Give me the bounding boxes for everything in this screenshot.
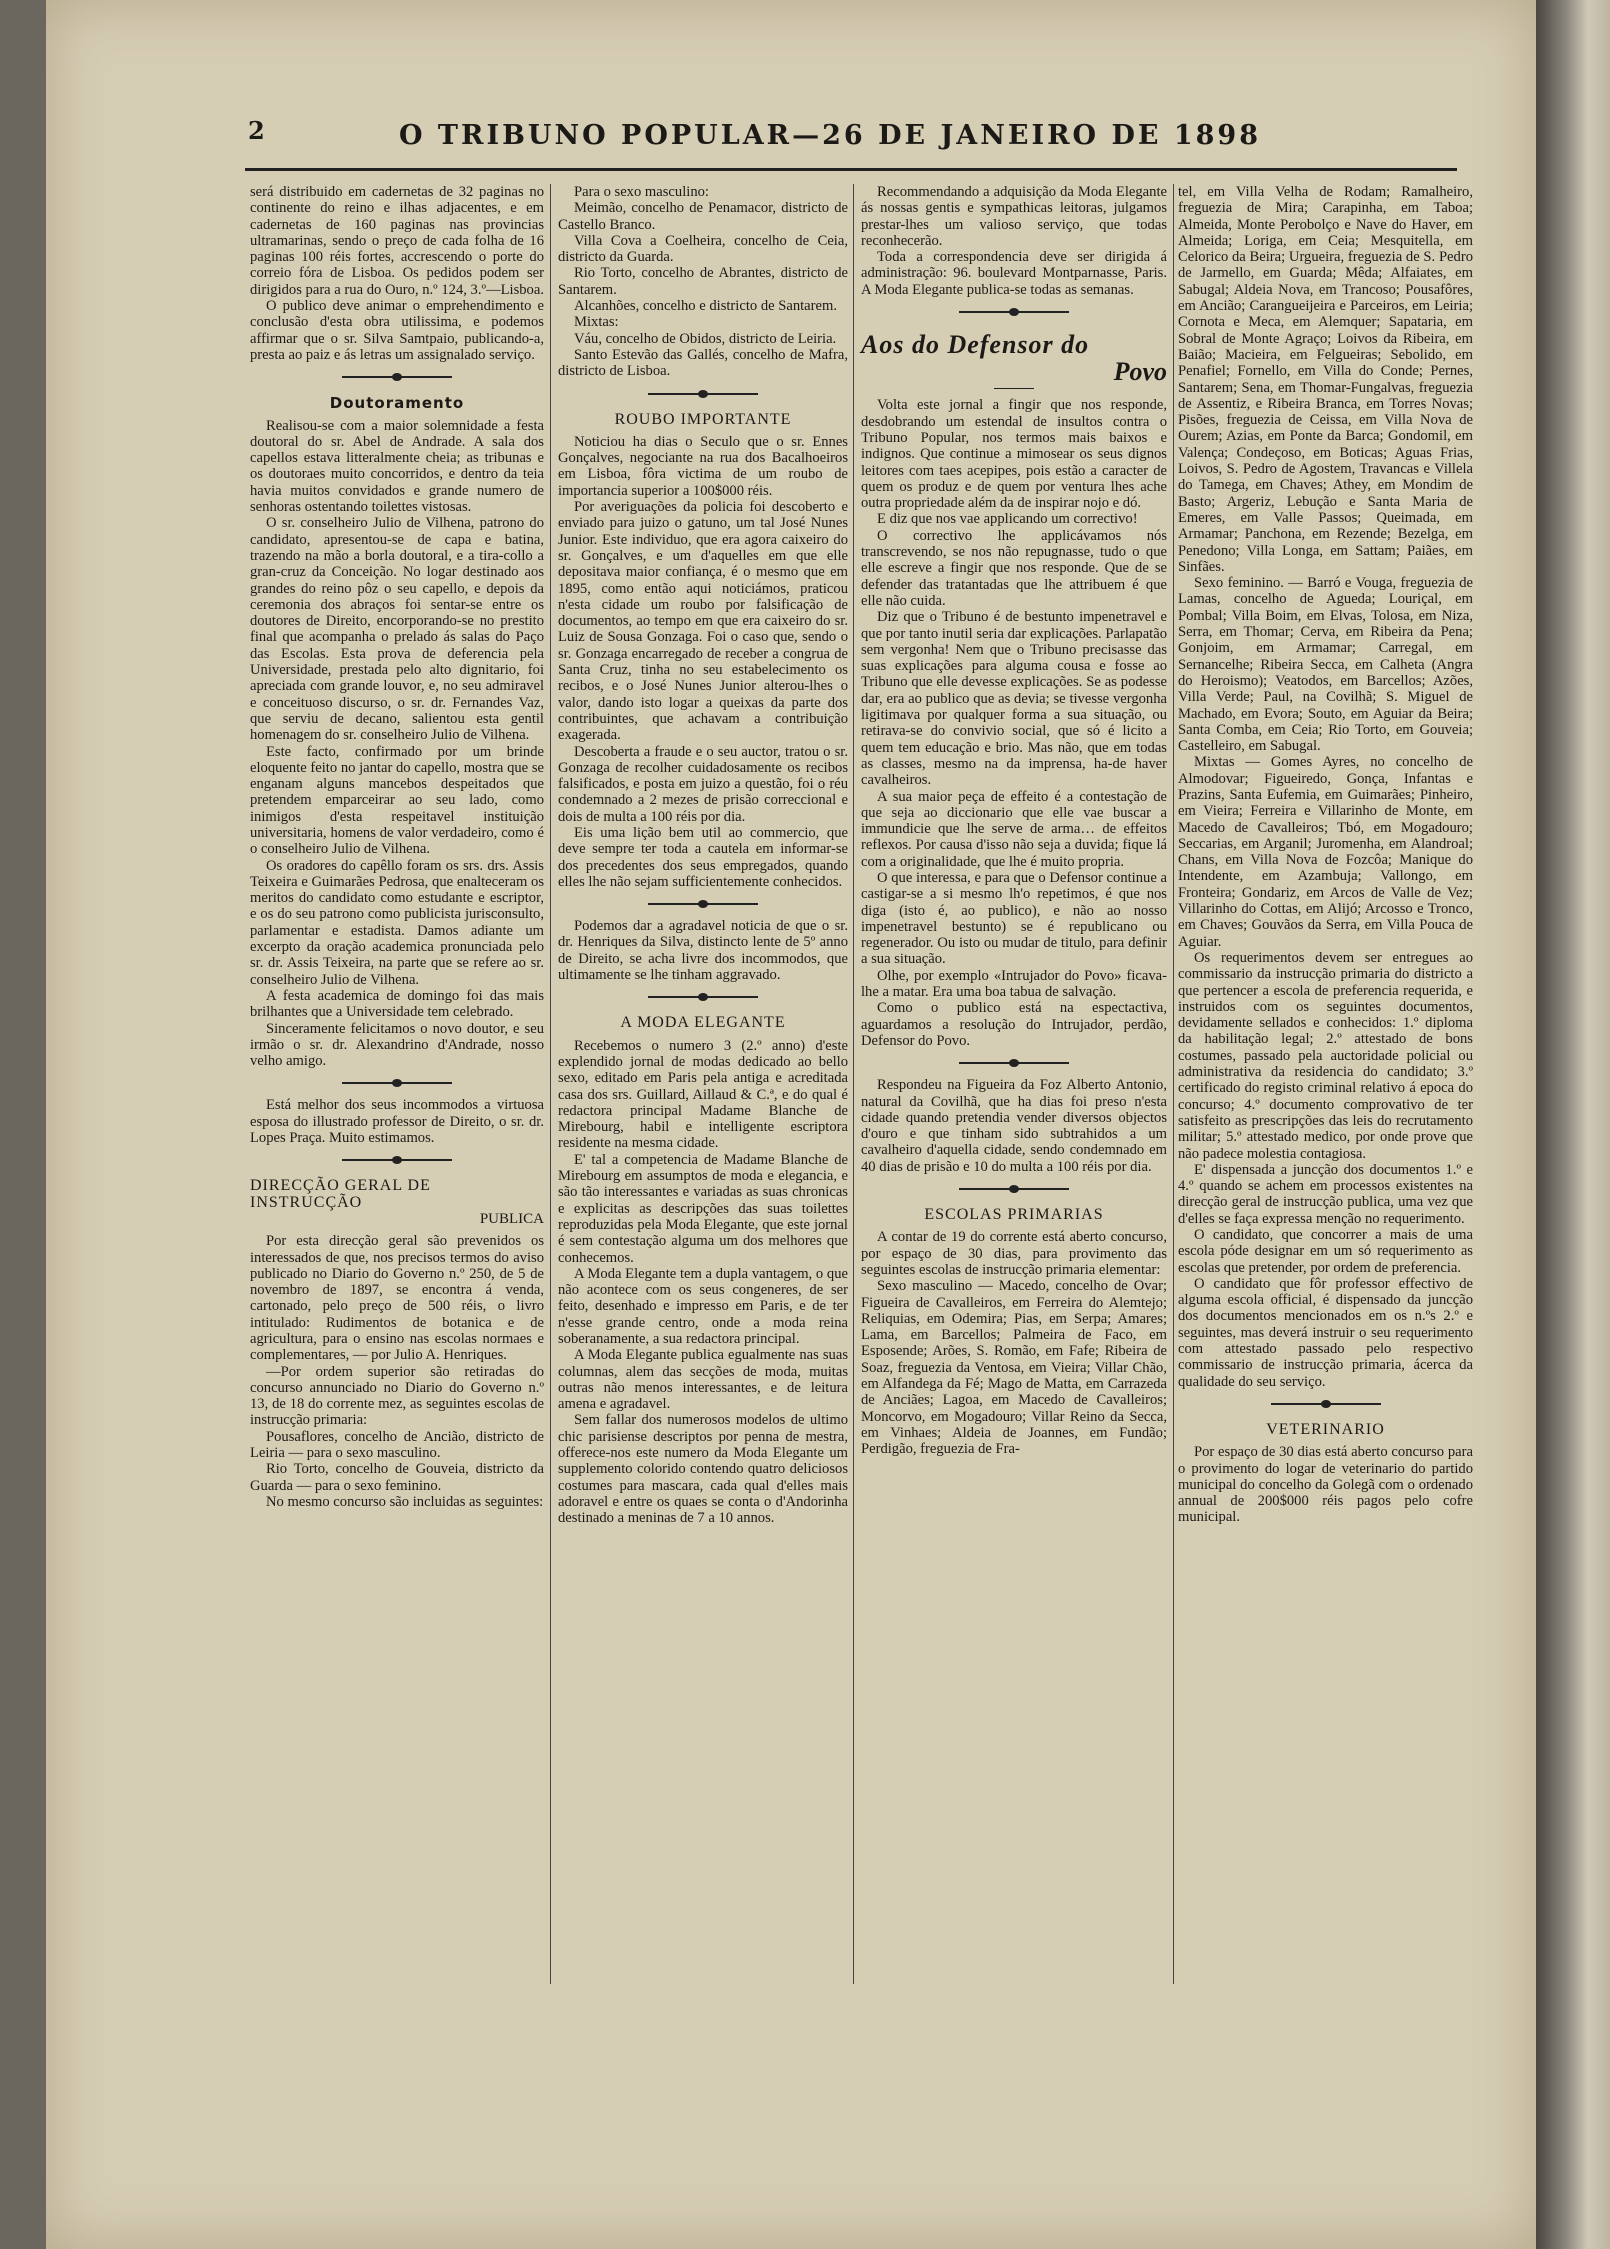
headline-escolas: ESCOLAS PRIMARIAS bbox=[924, 1206, 1104, 1224]
paragraph: Sexo feminino. — Barró e Vouga, freguezia de Lamas, concelho de Agueda; Louriçal, em Pombal; Villa Boim, em Elvas, Tolosa, em Niza, Serra, em Thomar; Cerva, em Ribeira da Pena; Gonjoim, em Armamar; Carregal, em Sernancelhe; Ribeira Secca, em Calheta (Angra do Heroismo); Veatodos, em Barcellos; Azões, Villa Verde; Paul, na Covilhã; S. Miguel de Machado, em Evora; Souto, em Aguiar da Beira; Santa Comba, em Ceia; Rio Torto, em Gouveia; Castelleiro, em Sabugal. bbox=[1178, 575, 1473, 755]
paragraph: Recebemos o numero 3 (2.º anno) d'este explendido jornal de modas dedicado ao bello sexo, editado em Paris pela antiga e acreditada casa dos srs. Guillard, Aillaud & C.ª, e do qual é redactora principal Madame Blanche de Mirebourg, habil e intelligente escriptora residente na mesma cidade. bbox=[558, 1037, 848, 1152]
paragraph: Sexo masculino — Macedo, concelho de Ovar; Figueira de Cavalleiros, em Ferreira do Alemtejo; Reliquias, em Odemira; Pias, em Serpa; Amares; Lama, em Barcellos; Palmeira de Faco, em Esposende; Arões, S. Romão, em Fafe; Ribeira de Soaz, freguezia da Ventosa, em Vieira; Villar Chão, em Alfandega da Fé; Mago de Matta, em Carrazeda de Anciães; Lagoa, em Macedo de Cavalleiros; Moncorvo, em Mogadouro; Villar Reino da Secca, em Vinhaes; Aldeia de Joannes, em Fundão; Perdigão, freguezia de Fra- bbox=[861, 1278, 1167, 1458]
separator-ornament bbox=[648, 390, 758, 398]
paragraph: E' dispensada a juncção dos documentos 1.º e 4.º quando se achem em processos existentes na direcção geral de instrucção publica, uma vez que d'elles se faça expressa menção no requerimento. bbox=[1178, 1161, 1473, 1227]
paragraph: O publico deve animar o emprehendimento e conclusão d'esta obra utilissima, e podemos affirmar que o sr. Silva Samtpaio, publicando-a, presta ao paiz e ás letras um assignalado serviço. bbox=[250, 298, 544, 363]
paragraph: A contar de 19 do corrente está aberto concurso, por espaço de 30 dias, para provimento das seguintes escolas de instrucção primaria elementar: bbox=[861, 1229, 1167, 1278]
separator-ornament bbox=[342, 373, 452, 381]
paragraph: Eis uma lição bem util ao commercio, que deve sempre ter toda a cautela em informar-se dos precedentes dos seus empregados, quando elles lhe não sejam sufficientemente conhecidos. bbox=[558, 824, 848, 890]
paragraph: Alcanhões, concelho e districto de Santarem. bbox=[574, 298, 838, 315]
paragraph: tel, em Villa Velha de Rodam; Ramalheiro, freguezia de Mira; Carapinha, em Taboa; Almeida, Monte Perobolço e Nave do Haver, em Almeida; Loriga, em Ceia; Mesquitella, em Celorico da Beira; Urgueira, freguezia de S. Pedro de Jarmello, em Guarda; Mêda; Alfaiates, em Sabugal; Aldeia Nova, em Trancoso; Pousafôres, em Ancião; Carangueijeira e Parceiros, em Leiria; Cornota e Meca, em Alemquer; Sapataria, em Sobral de Monte Agraço; Loivos da Ribeira, em Baião; Macieira, em Felgueiras; Sebolido, em Penafiel; Fornello, em Villa do Conde; Pernes, Santarem; Sena, em Thomar-Fungalvas, freguezia de Assentiz, e Ribeira Branca, em Torres Novas; Pisões, freguezia de Ceissa, em Villa Nova de Ourem; Azias, em Ponte da Barca; Gondomil, em Valença; Condeçoso, em Boticas; Aguas Frias, Loivos, S. Pedro de Agostem, Travancas e Villela do Tamega, em Chaves; Athey, em Mondim de Basto; Argeriz, Lebução e Santa Maria de Emeres, em Valle Passos; Queimada, em Armamar; Panchona, em Rezende; Bezelga, em Penedono; Villa Longa, em Sattam; Paiães, em Sinfães. bbox=[1178, 184, 1473, 575]
paragraph: Respondeu na Figueira da Foz Alberto Antonio, natural da Covilhã, que ha dias foi preso n'esta cidade quando pretendia vender diversos objectos d'ouro e que tinham sido subtrahidos a um cavalheiro d'aquella cidade, sendo condemnado em 40 dias de prisão e 10 do multa a 100 réis por dia. bbox=[861, 1077, 1167, 1175]
headline-veterinario: VETERINARIO bbox=[1266, 1420, 1385, 1438]
headline-direccao-cont: PUBLICA bbox=[479, 1210, 544, 1227]
paragraph: Mixtas: bbox=[574, 314, 619, 331]
paragraph: Este facto, confirmado por um brinde eloquente feito no jantar do capello, mostra que se enganam alguns mancebos despeitados que pretendem emparceirar ao seu lado, como inimigos d'esta respeitavel instituição universitaria, homens de valor verdadeiro, como é o conselheiro Julio de Vilhena. bbox=[250, 743, 544, 858]
paragraph: Mixtas — Gomes Ayres, no concelho de Almodovar; Figueiredo, Gonça, Infantas e Prazins, Santa Eufemia, em Guimarães; Pinheiro, em Vieira; Ferreira e Villarinho de Monte, em Macedo de Cavalleiros; Tbó, em Mogadouro; Seccarias, em Arganil; Juromenha, em Alandroal; Chans, em Villa Nova de Fozcôa; Manique do Intendente, em Azambuja; Vallongo, em Fronteira; Gondariz, em Arcos de Valle de Vez; Villarinho do Cottas, em Alijó; Arcosso e Tronco, em Chaves; Gouvãos da Serra, em Villa Pouca de Aguiar. bbox=[1178, 754, 1473, 950]
paragraph: Os oradores do capêllo foram os srs. drs. Assis Teixeira e Guimarães Pedrosa, que enalteceram os meritos do candidato como estudante e escriptor, e os do seu patrono como publicista jurisconsulto, parlamentar e estadista. Damos adiante um excerpto da oração academica pronunciada pelo sr. dr. Assis Teixeira, na parte que se refere ao sr. conselheiro Julio de Vilhena. bbox=[250, 857, 544, 988]
separator-ornament bbox=[342, 1156, 452, 1164]
paragraph: Noticiou ha dias o Seculo que o sr. Ennes Gonçalves, negociante na rua dos Bacalhoeiros em Lisboa, fôra victima de um roubo de importancia superior a 100$000 réis. bbox=[558, 433, 848, 499]
separator-ornament bbox=[648, 993, 758, 1001]
paragraph: E' tal a competencia de Madame Blanche de Mirebourg em assumptos de moda e elegancia, e são tão interessantes e variadas as suas chronicas e explicitas as descripções das suas toilettes reproduzidas pela Moda Elegante, que este jornal é sem contestação alguma um dos melhores que conhecemos. bbox=[558, 1151, 848, 1266]
paragraph: Como o publico está na espectactiva, aguardamos a resolução do Intrujador, perdão, Defensor do Povo. bbox=[861, 1000, 1167, 1049]
paragraph: A sua maior peça de effeito é a contestação de que seja ao diccionario que elle vae buscar a immundicie que lhe serve de arma… de effeitos reflexos. Por causa d'isso não seja a duvida; fique lá com a originalidade, que lhe é muito propria. bbox=[861, 788, 1167, 870]
paragraph: A Moda Elegante tem a dupla vantagem, o que não acontece com os seus congeneres, de ser feito, desenhado e impresso em Paris, e de ter n'esse grande centro, onde a moda reina soberanamente, a sua redactora principal. bbox=[558, 1265, 848, 1347]
column-1 bbox=[250, 184, 544, 1510]
paragraph: Meimão, concelho de Penamacor, districto de Castello Branco. bbox=[558, 200, 848, 233]
column-3 bbox=[861, 184, 1167, 1457]
paragraph: será distribuido em cadernetas de 32 paginas no continente do reino e ilhas adjacentes, e em cadernetas de 160 paginas nas provincias ultramarinas, sendo o preço de cada folha de 16 paginas 100 réis fortes, accrescendo o porte do correio fóra de Lisboa. Os pedidos podem ser dirigidos para a rua do Ouro, n.º 124, 3.º—Lisboa. bbox=[250, 184, 544, 298]
paragraph: Por averiguações da policia foi descoberto e enviado para juizo o gatuno, um tal José Nunes Junior. Este individuo, que era agora caixeiro do sr. Gonçalves, e um d'aquelles em que elle depositava maior confiança, é o mesmo que em 1895, como então aqui noticiámos, praticou n'esta cidade um roubo por falsificação de documentos, ao tempo em que era caixeiro do sr. Luiz de Sousa Gonzaga. Foi o caso que, sendo o sr. Gonzaga encarregado de receber a congrua de Santa Cruz, tinha no seu estabelecimento os recibos, e o José Nunes Junior alterou-lhes o valor, dando isto logar a queixas da parte dos contribuintes, que achavam a contribuição exagerada. bbox=[558, 499, 848, 744]
paragraph: O sr. conselheiro Julio de Vilhena, patrono do candidato, apresentou-se de capa e batina, trazendo na mão a borla doutoral, e a tira-collo a gran-cruz da Conceição. No logar destinado aos grandes do reino pôz o seu capello, e depois da ceremonia dos abraços foi sentar-se entre os doutores de Direito, encorporando-se no prestito final que acompanha o prelado ás salas do Paço das Escolas. Esta prova de deferencia pela Universidade, prestada pelo alto dignitario, foi apreciada com grande louvor, e, no seu admiravel e conceituoso discurso, o sr. dr. Fernandes Vaz, que serviu de decano, salientou esta gentil homenagem do sr. conselheiro Julio de Vilhena. bbox=[250, 515, 544, 744]
paragraph: Volta este jornal a fingir que nos responde, desdobrando um estendal de insultos contra o Tribuno Popular, nos termos mais baixos e indignos. Que continue a mimosear os seus dignos leitores com taes acepipes, pois estão a caracter de quem os produz e de quem por ventura lhes ache outra propriedade além da de inspirar nojo e dó. bbox=[861, 397, 1167, 512]
paragraph: Para o sexo masculino: bbox=[574, 184, 709, 200]
paragraph: E diz que nos vae applicando um correctivo! bbox=[877, 511, 1138, 528]
separator-ornament bbox=[342, 1079, 452, 1087]
paragraph: Santo Estevão das Gallés, concelho de Mafra, districto de Lisboa. bbox=[558, 346, 848, 380]
paragraph: Sem fallar dos numerosos modelos de ultimo chic parisiense descriptos por penna de mestra, offerece-nos este numero da Moda Elegante um supplemento colorido contendo quatro deliciosos costumes para mascara, cada qual d'elles mais adoravel e entre os quaes se conta o d'Andorinha destinado a meninas de 7 a 10 annos. bbox=[558, 1412, 848, 1527]
separator-ornament bbox=[1271, 1400, 1381, 1408]
paragraph: Por esta direcção geral são prevenidos os interessados de que, nos precisos termos do aviso publicado no Diario do Governo n.º 250, de 5 de novembro de 1897, se encontra á venda, cartonado, pelo preço de 500 réis, o livro intitulado: Rudimentos de botanica e de agricultura, para o ensino nas escolas normaes e complementares, — por Julio A. Henriques. bbox=[250, 1233, 544, 1364]
masthead-rule bbox=[245, 168, 1457, 171]
short-rule bbox=[994, 388, 1034, 389]
headline-moda: A MODA ELEGANTE bbox=[620, 1014, 786, 1032]
paragraph: Podemos dar a agradavel noticia de que o sr. dr. Henriques da Silva, distincto lente de 5º anno de Direito, se acha livre dos incommodos, que ultimamente se lhe tinham aggravado. bbox=[558, 918, 848, 984]
headline-roubo: ROUBO IMPORTANTE bbox=[614, 410, 792, 428]
paragraph: Está melhor dos seus incommodos a virtuosa esposa do illustrado professor de Direito, o sr. dr. Lopes Praça. Muito estimamos. bbox=[250, 1097, 544, 1147]
separator-ornament bbox=[959, 308, 1069, 316]
paragraph: O candidato que fôr professor effectivo de alguma escola official, é dispensado da juncção dos documentos mencionados em os n.ºs 2.º e seguintes, mas deverá instruir o seu requerimento com attestado passado pelo respectivo commissario de instrucção primaria, ácerca da qualidade do seu serviço. bbox=[1178, 1275, 1473, 1390]
headline-direccao: DIRECÇÃO GERAL DE INSTRUCÇÃO bbox=[250, 1177, 431, 1211]
masthead-title: O TRIBUNO POPULAR—26 DE JANEIRO DE 1898 bbox=[399, 120, 1261, 151]
separator-ornament bbox=[959, 1185, 1069, 1193]
headline-aos-defensor-cont: Povo bbox=[1113, 357, 1167, 387]
paragraph: Os requerimentos devem ser entregues ao commissario da instrucção primaria do districto a que pertencer a escola de preferencia requerida, e instruidos com os seguintes documentos, devidamente sellados e conhecidos: 1.º diploma da habilitação legal; 2.º attestado de bons costumes, passado pela auctoridade policial ou administrativa da residencia do candidato; 3.º certificado do registo criminal relativo á epoca do concurso; 4.º documento comprovativo de ter satisfeito as prescripções das leis do recrutamento militar; 5.º attestado medico, por onde prove que não padece molestia contagiosa. bbox=[1178, 949, 1473, 1162]
paragraph: Toda a correspondencia deve ser dirigida á administração: 96. boulevard Montparnasse, Paris. A Moda Elegante publica-se todas as semanas. bbox=[861, 249, 1167, 298]
paragraph: A festa academica de domingo foi das mais brilhantes que a Universidade tem celebrado. bbox=[250, 987, 544, 1021]
page-edge bbox=[1536, 0, 1610, 2249]
paragraph: No mesmo concurso são incluidas as seguintes: bbox=[266, 1493, 544, 1510]
column-rule bbox=[1173, 184, 1174, 1984]
separator-ornament bbox=[648, 900, 758, 908]
paragraph: Pousaflores, concelho de Ancião, districto de Leiria — para o sexo masculino. bbox=[250, 1428, 544, 1462]
paragraph: O correctivo lhe applicávamos nós transcrevendo, se nos não repugnasse, tudo o que elle escreve a fingir que nos responde. Que de se defender das tratantadas que lhe attribuem é que elle não cuida. bbox=[861, 527, 1167, 609]
column-rule bbox=[853, 184, 854, 1984]
paragraph: Por espaço de 30 dias está aberto concurso para o provimento do logar de veterinario do partido municipal do concelho da Golegã com o ordenado annual de 200$000 réis pagos pelo cofre municipal. bbox=[1178, 1444, 1473, 1526]
paragraph: Sinceramente felicitamos o novo doutor, e seu irmão o sr. dr. Alexandrino d'Andrade, nosso velho amigo. bbox=[250, 1020, 544, 1070]
column-4 bbox=[1178, 184, 1473, 1526]
paragraph: Descoberta a fraude e o seu auctor, tratou o sr. Gonzaga de recolher cuidadosamente os recibos falsificados, e posta em juizo a questão, foi o réu condemnado a 2 mezes de prisão correccional e dois de multa a 100 réis por dia. bbox=[558, 743, 848, 825]
paragraph: —Por ordem superior são retiradas do concurso annunciado no Diario do Governo n.º 13, de 18 do corrente mez, as seguintes escolas de instrucção primaria: bbox=[250, 1363, 544, 1429]
paragraph: Váu, concelho de Obidos, districto de Leiria. bbox=[574, 330, 837, 347]
column-rule bbox=[550, 184, 551, 1984]
headline-doutoramento: Doutoramento bbox=[329, 394, 465, 413]
paragraph: Villa Cova a Coelheira, concelho de Ceia, districto da Guarda. bbox=[558, 232, 848, 266]
paragraph: Diz que o Tribuno é de bestunto impenetravel e que por tanto inutil seria dar explicações. Parlapatão sem vergonha! Nem que o Tribuno precisasse das suas explicações para alguma cousa e fosse ao Tribuno que elle devesse explicações. Se as podesse dar, era ao publico que as devia; se tivesse vergonha ligitimava por qualquer forma a sua situação, ou retirava-se do convivio social, que só é licito a quem tem educação e brio. Mas não, que em todas as classes, mesmo na da imprensa, ha-de haver cavalheiros. bbox=[861, 609, 1167, 789]
paragraph: Recommendando a adquisição da Moda Elegante ás nossas gentis e sympathicas leitoras, julgamos prestar-lhes um valioso serviço, que todas reconhecerão. bbox=[861, 184, 1167, 249]
paragraph: Rio Torto, concelho de Gouveia, districto da Guarda — para o sexo feminino. bbox=[250, 1461, 544, 1494]
page-number: 2 bbox=[248, 116, 265, 145]
paragraph: O candidato, que concorrer a mais de uma escola póde designar em um só requerimento as escolas que pretender, por ordem de preferencia. bbox=[1178, 1227, 1473, 1276]
paragraph: Rio Torto, concelho de Abrantes, districto de Santarem. bbox=[558, 265, 848, 298]
paragraph: O que interessa, e para que o Defensor continue a castigar-se a si mesmo lh'o repetimos, é que nos diga (isto é, ao publico), e não ao nosso impenetravel bestunto) se é republicano ou regenerador. Ou isto ou mudar de titulo, para definir a sua situação. bbox=[861, 869, 1167, 968]
column-2 bbox=[558, 184, 848, 1527]
paragraph: Realisou-se com a maior solemnidade a festa doutoral do sr. Abel de Andrade. A sala dos capellos estava litteralmente cheia; as tribunas e os doutoraes muito concorridos, e dentro da teia havia muitos convidados e grande numero de senhoras ostentando toilettes vistosas. bbox=[250, 417, 544, 516]
headline-aos-defensor: Aos do Defensor do bbox=[861, 330, 1090, 360]
paragraph: Olhe, por exemplo «Intrujador do Povo» ficava-lhe a matar. Era uma boa tabua de salvação. bbox=[861, 967, 1167, 1001]
separator-ornament bbox=[959, 1059, 1069, 1067]
paragraph: A Moda Elegante publica egualmente nas suas columnas, alem das secções de moda, muitas outras não menos interessantes, e de leitura amena e agradavel. bbox=[558, 1347, 848, 1413]
